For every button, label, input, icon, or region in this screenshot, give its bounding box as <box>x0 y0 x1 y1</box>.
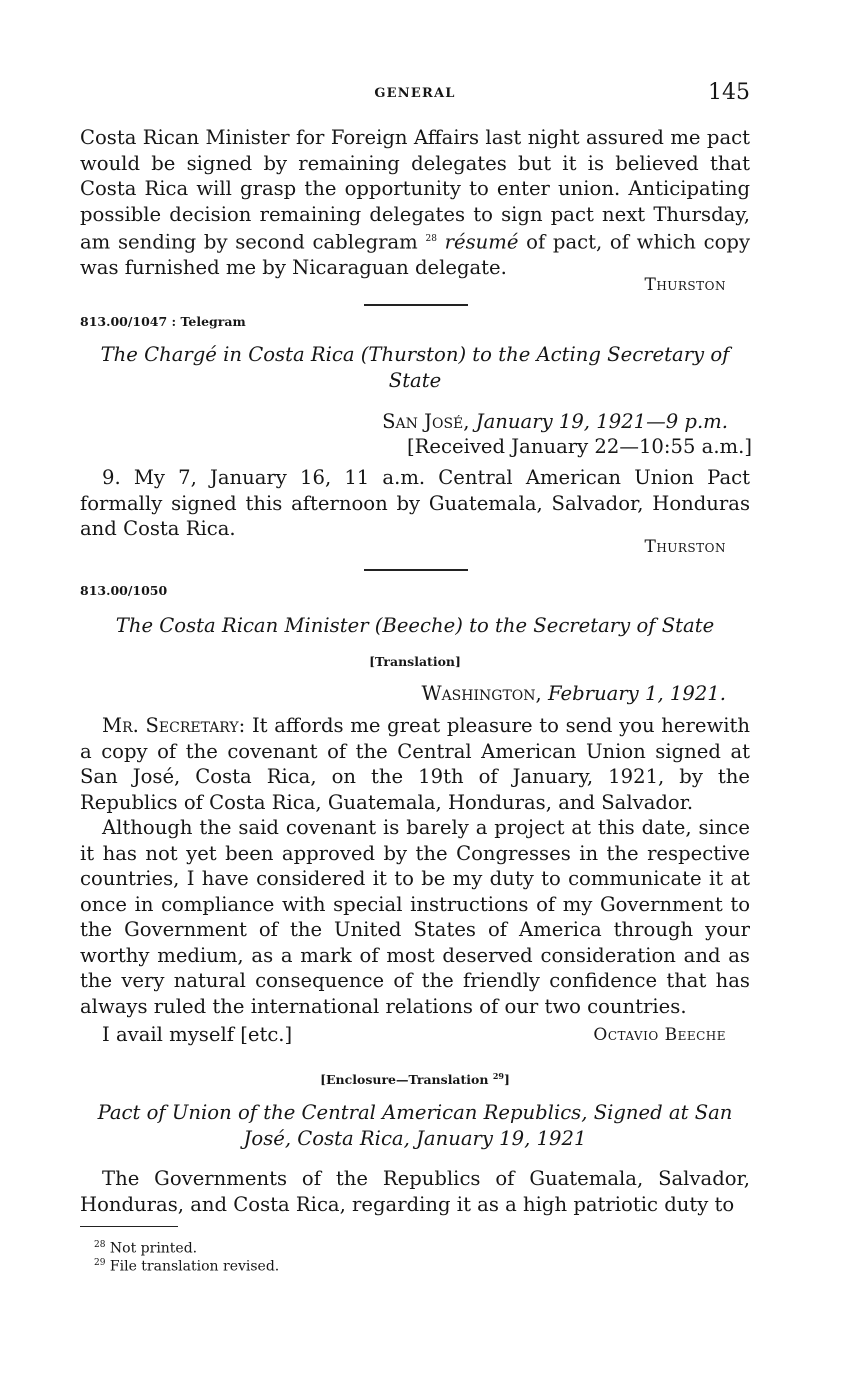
dateline-place: San José, <box>382 410 470 433</box>
letter-paragraph-2: Although the said covenant is barely a project at this date, since it has not yet been approved by the Congresses in the respective countries, I have considered it to be my duty to communicate it at once in compliance with special instructions of my Government to the Government of the United States of America through your worthy medium, as a mark of most deserved consideration and as the very natural consequence of the friendly confidence that has always ruled the international relations of our two countries. <box>80 816 750 1018</box>
enclosure-title-line-2: José, Costa Rica, January 19, 1921 <box>243 1127 587 1150</box>
signature-thurston-2: Thurston <box>644 537 726 557</box>
section-divider <box>364 304 468 306</box>
dateline <box>421 682 726 705</box>
footnote-29: $^{29}$ File translation revised. <box>94 1258 280 1275</box>
continuation-text-c: of pact, of which copy was furnished me by Nicaraguan delegate. <box>80 230 751 280</box>
continuation-paragraph <box>80 125 750 281</box>
signature-thurston-1: Thurston <box>644 275 726 295</box>
section-divider <box>364 569 468 571</box>
running-title: GENERAL <box>374 86 456 101</box>
letter-body <box>80 713 750 1019</box>
received-line: [Received January 22—10:55 a.m.] <box>407 435 752 458</box>
dateline-place: Washington, <box>421 682 542 705</box>
document-title: The Chargé in Costa Rica (Thurston) to the Acting Secretary of State <box>100 343 730 392</box>
enclosure-body <box>80 1166 750 1217</box>
footnote-ref-29[interactable]: 29 <box>492 1071 504 1081</box>
page-number: 145 <box>708 80 750 105</box>
enclosure-title-line-1: Pact of Union of the Central American Republics, Signed at San <box>97 1101 733 1124</box>
translation-note: [Translation] <box>369 654 461 669</box>
salutation: Mr. Secretary: <box>102 714 246 737</box>
letter-paragraph-1 <box>80 713 750 815</box>
dateline-date: February 1, 1921. <box>547 682 726 705</box>
enclosure-text: The Governments of the Republics of Guatemala, Salvador, Honduras, and Costa Rica, regarding it as a high patriotic duty to <box>80 1167 750 1216</box>
closing-line: I avail myself [etc.] <box>102 1023 293 1046</box>
telegram-text: 9. My 7, January 16, 11 a.m. Central American Union Pact formally signed this afternoon by Guatemala, Salvador, Honduras and Costa Rica. <box>80 466 750 540</box>
page-header <box>80 80 750 114</box>
letter-paragraph-1-text: It affords me great pleasure to send you herewith a copy of the covenant of the Central American Union signed at San José, Costa Rica, on the 19th of January, 1921, by the Republics of Costa Rica, Guatemala, Honduras, and Salvador. <box>80 714 750 814</box>
signature-beeche: Octavio Beeche <box>593 1025 726 1045</box>
footnote-ref-28[interactable]: 28 <box>425 234 437 244</box>
document-title: The Costa Rican Minister (Beeche) to the Secretary of State <box>115 614 715 637</box>
enclosure-note: [Enclosure—Translation $^{29}$] <box>320 1071 510 1088</box>
dateline <box>382 410 728 433</box>
continuation-text-a: Costa Rican Minister for Foreign Affairs last night assured me pact would be signed by remaining delegates but it is believed that Costa Rica will grasp the opportunity to enter union. Anticipating possible decision remaining delegates to sign pact next Thursday, am sending by second cablegram <box>80 126 750 254</box>
file-number: 813.00/1050 <box>80 583 168 598</box>
file-number: 813.00/1047 : Telegram <box>80 314 246 329</box>
telegram-body <box>80 465 750 542</box>
continuation-text-italic: résumé <box>444 230 519 254</box>
document-page <box>80 0 750 1380</box>
dateline-date: January 19, 1921—9 p.m. <box>475 410 728 433</box>
footnote-rule <box>80 1226 178 1227</box>
footnote-28: $^{28}$ Not printed. <box>94 1240 198 1257</box>
